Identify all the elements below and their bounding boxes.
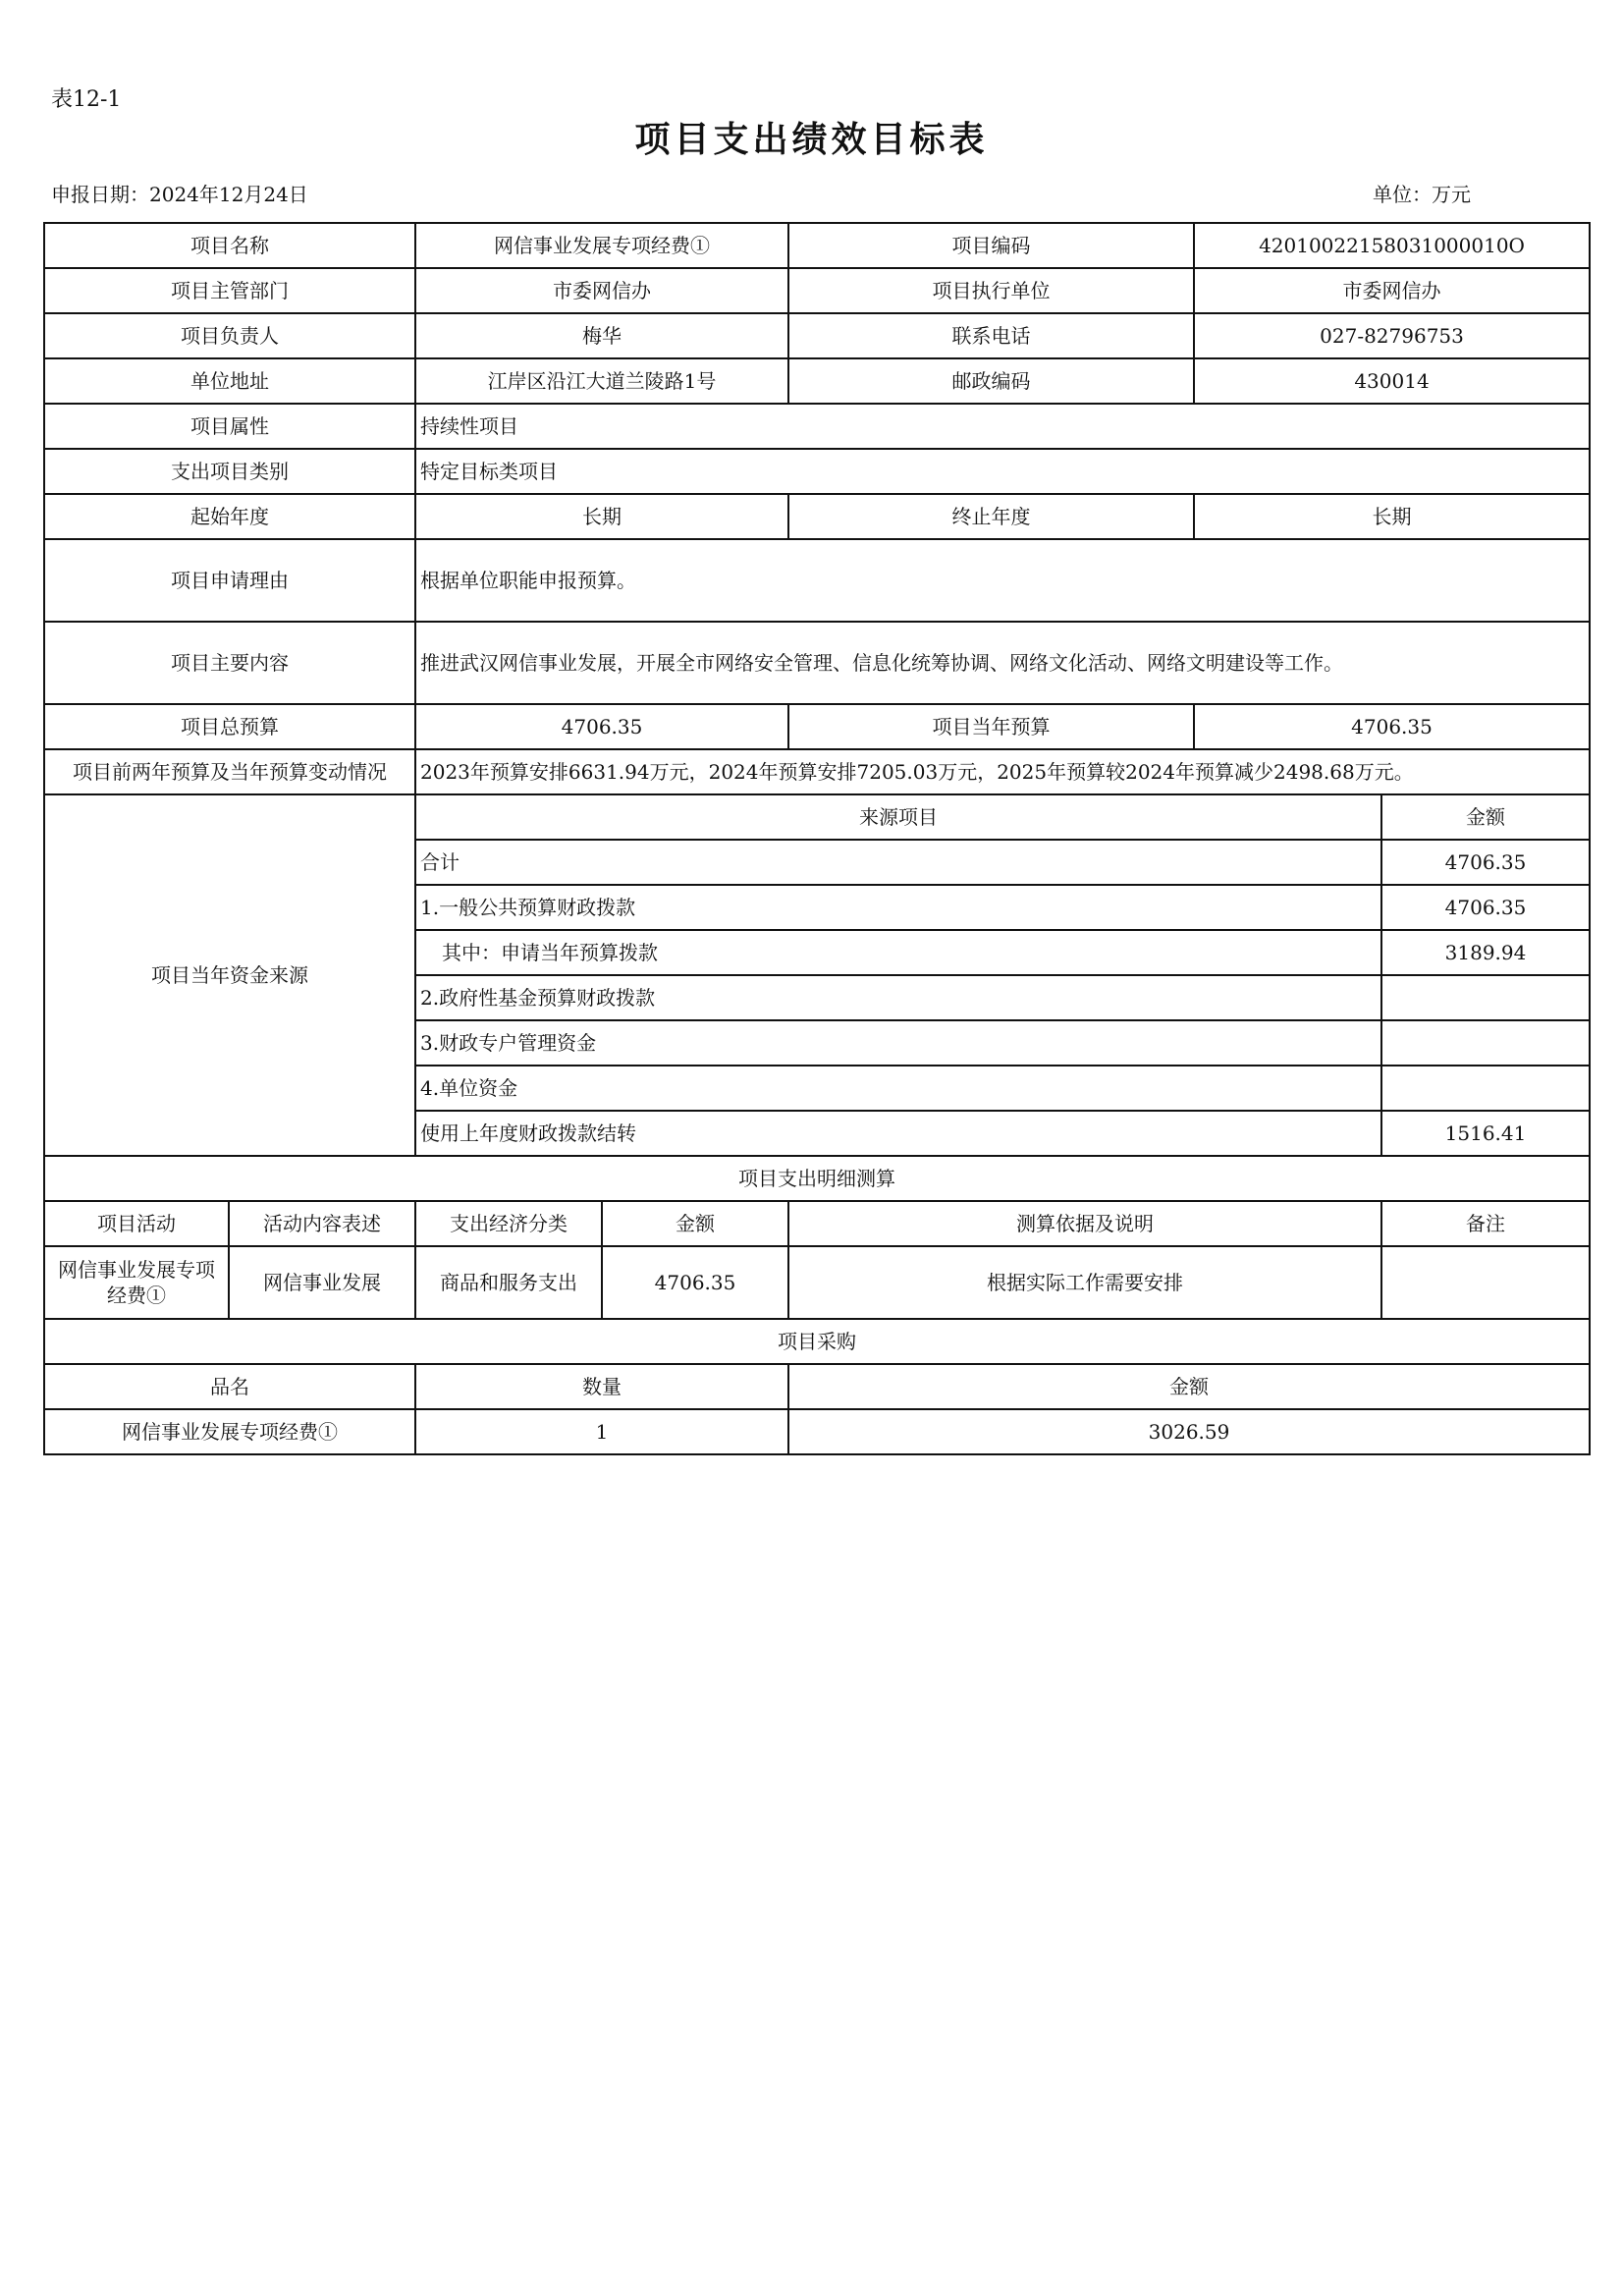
detail-header-econ-class: 支出经济分类 (415, 1201, 602, 1246)
table-row (44, 704, 1590, 749)
funding-source-label: 项目当年资金来源 (44, 794, 415, 1156)
dept-label: 项目主管部门 (44, 268, 415, 313)
table-row (44, 794, 1590, 840)
budget-change-label: 项目前两年预算及当年预算变动情况 (44, 749, 415, 794)
funding-source-header: 来源项目 (415, 794, 1381, 840)
end-year-value: 长期 (1194, 494, 1590, 539)
manager-value: 梅华 (415, 313, 788, 358)
procurement-amount: 3026.59 (788, 1409, 1590, 1454)
table-row (44, 449, 1590, 494)
procurement-header-quantity: 数量 (415, 1364, 788, 1409)
table-row (44, 1156, 1590, 1201)
table-row (44, 1246, 1590, 1319)
postcode-label: 邮政编码 (788, 358, 1194, 404)
year-budget-label: 项目当年预算 (788, 704, 1194, 749)
funding-amount: 4706.35 (1381, 885, 1590, 930)
address-value: 江岸区沿江大道兰陵路1号 (415, 358, 788, 404)
funding-source-name: 4.单位资金 (415, 1066, 1381, 1111)
funding-amount: 1516.41 (1381, 1111, 1590, 1156)
procurement-section-title: 项目采购 (44, 1319, 1590, 1364)
funding-source-name: 1.一般公共预算财政拨款 (415, 885, 1381, 930)
attribute-label: 项目属性 (44, 404, 415, 449)
page-title: 项目支出绩效目标表 (634, 119, 989, 160)
table-row (44, 1319, 1590, 1364)
project-code-value: 42010022158031000010O (1194, 223, 1590, 268)
project-code-label: 项目编码 (788, 223, 1194, 268)
table-row (44, 1364, 1590, 1409)
detail-basis: 根据实际工作需要安排 (788, 1246, 1381, 1319)
table-row (44, 1409, 1590, 1454)
table-row (44, 622, 1590, 704)
phone-value: 027-82796753 (1194, 313, 1590, 358)
procurement-name: 网信事业发展专项经费① (44, 1409, 415, 1454)
total-budget-label: 项目总预算 (44, 704, 415, 749)
procurement-quantity: 1 (415, 1409, 788, 1454)
table-row (44, 749, 1590, 794)
funding-amount (1381, 975, 1590, 1020)
address-label: 单位地址 (44, 358, 415, 404)
start-year-value: 长期 (415, 494, 788, 539)
unit-label: 单位：万元 (1373, 183, 1471, 206)
detail-header-description: 活动内容表述 (229, 1201, 415, 1246)
total-budget-value: 4706.35 (415, 704, 788, 749)
detail-section-title: 项目支出明细测算 (44, 1156, 1590, 1201)
detail-remark (1381, 1246, 1590, 1319)
year-budget-value: 4706.35 (1194, 704, 1590, 749)
table-row (44, 358, 1590, 404)
attribute-value: 持续性项目 (415, 404, 1590, 449)
funding-amount (1381, 1066, 1590, 1111)
detail-header-basis: 测算依据及说明 (788, 1201, 1381, 1246)
reason-value: 根据单位职能申报预算。 (415, 539, 1590, 622)
table-row (44, 1201, 1590, 1246)
exec-unit-label: 项目执行单位 (788, 268, 1194, 313)
detail-activity: 网信事业发展专项经费① (44, 1246, 229, 1319)
category-value: 特定目标类项目 (415, 449, 1590, 494)
reason-label: 项目申请理由 (44, 539, 415, 622)
funding-amount-header: 金额 (1381, 794, 1590, 840)
content-label: 项目主要内容 (44, 622, 415, 704)
table-row (44, 404, 1590, 449)
table-row (44, 223, 1590, 268)
procurement-header-amount: 金额 (788, 1364, 1590, 1409)
form-number: 表12-1 (51, 87, 122, 112)
detail-header-amount: 金额 (602, 1201, 788, 1246)
funding-source-name: 3.财政专户管理资金 (415, 1020, 1381, 1066)
manager-label: 项目负责人 (44, 313, 415, 358)
project-name-label: 项目名称 (44, 223, 415, 268)
postcode-value: 430014 (1194, 358, 1590, 404)
exec-unit-value: 市委网信办 (1194, 268, 1590, 313)
funding-source-name: 合计 (415, 840, 1381, 885)
table-row (44, 313, 1590, 358)
detail-description: 网信事业发展 (229, 1246, 415, 1319)
detail-amount: 4706.35 (602, 1246, 788, 1319)
table-row (44, 494, 1590, 539)
detail-econ-class: 商品和服务支出 (415, 1246, 602, 1319)
funding-source-name: 其中：申请当年预算拨款 (415, 930, 1381, 975)
detail-header-remark: 备注 (1381, 1201, 1590, 1246)
funding-amount (1381, 1020, 1590, 1066)
performance-target-table (43, 222, 1591, 1455)
funding-source-name: 2.政府性基金预算财政拨款 (415, 975, 1381, 1020)
table-row (44, 539, 1590, 622)
end-year-label: 终止年度 (788, 494, 1194, 539)
funding-source-name: 使用上年度财政拨款结转 (415, 1111, 1381, 1156)
dept-value: 市委网信办 (415, 268, 788, 313)
detail-header-activity: 项目活动 (44, 1201, 229, 1246)
budget-change-value: 2023年预算安排6631.94万元，2024年预算安排7205.03万元，2025年预算较2024年预算减少2498.68万元。 (415, 749, 1590, 794)
procurement-header-name: 品名 (44, 1364, 415, 1409)
report-date: 申报日期：2024年12月24日 (51, 183, 308, 206)
category-label: 支出项目类别 (44, 449, 415, 494)
phone-label: 联系电话 (788, 313, 1194, 358)
project-name-value: 网信事业发展专项经费① (415, 223, 788, 268)
table-row (44, 268, 1590, 313)
funding-amount: 4706.35 (1381, 840, 1590, 885)
content-value: 推进武汉网信事业发展，开展全市网络安全管理、信息化统筹协调、网络文化活动、网络文明建设等工作。 (415, 622, 1590, 704)
funding-amount: 3189.94 (1381, 930, 1590, 975)
start-year-label: 起始年度 (44, 494, 415, 539)
